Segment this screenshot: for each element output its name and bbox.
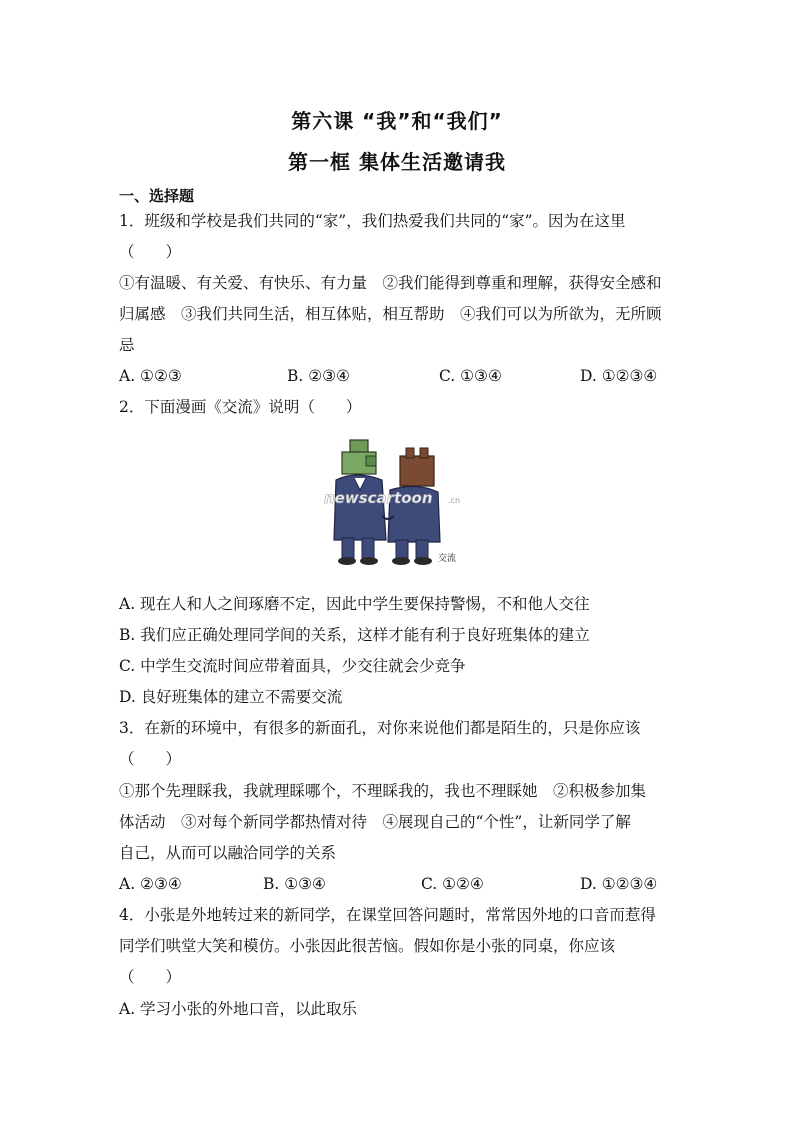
cartoon-watermark: newscartoon (324, 489, 433, 507)
exchange-cartoon-image (320, 430, 470, 570)
q1-option-b: B. ②③④ (287, 367, 350, 385)
q2-option-c: C. 中学生交流时间应带着面具，少交往就会少竞争 (119, 657, 466, 675)
cartoon-watermark-suffix: .cn (448, 496, 461, 505)
q4-stem-line2: 同学们哄堂大笑和模仿。小张因此很苦恼。假如你是小张的同桌，你应该 (119, 937, 616, 955)
q3-option-b: B. ①③④ (263, 875, 326, 893)
q4-option-a: A. 学习小张的外地口音，以此取乐 (119, 1000, 358, 1018)
q1-stem-line2: （ ） (119, 243, 182, 261)
q4-stem-line3: （ ） (119, 968, 182, 986)
q3-stem-line1: 3．在新的环境中，有很多的新面孔，对你来说他们都是陌生的，只是你应该 (119, 719, 641, 737)
q3-body-line2: 体活动 ③对每个新同学都热情对待 ④展现自己的“个性”，让新同学了解 (119, 813, 631, 831)
q4-stem-line1: 4．小张是外地转过来的新同学，在课堂回答问题时，常常因外地的口音而惹得 (119, 906, 656, 924)
section-heading: 一、选择题 (119, 187, 195, 205)
q1-body-line3: 忌 (119, 336, 135, 354)
q1-body-line2: 归属感 ③我们共同生活，相互体贴，相互帮助 ④我们可以为所欲为，无所顾 (119, 305, 662, 323)
q3-body-line1: ①那个先理睬我，我就理睬哪个，不理睬我的，我也不理睬她 ②积极参加集 (119, 782, 647, 800)
q3-body-line3: 自己，从而可以融洽同学的关系 (119, 844, 337, 862)
section-subtitle: 第一框 集体生活邀请我 (288, 150, 506, 174)
q1-body-line1: ①有温暖、有关爱、有快乐、有力量 ②我们能得到尊重和理解，获得安全感和 (119, 274, 662, 292)
q2-stem: 2．下面漫画《交流》说明（ ） (119, 398, 362, 416)
q2-option-d: D. 良好班集体的建立不需要交流 (119, 688, 343, 706)
q1-option-d: D. ①②③④ (580, 367, 658, 385)
q3-option-a: A. ②③④ (119, 875, 182, 893)
q1-option-c: C. ①③④ (439, 367, 502, 385)
q2-option-b: B. 我们应正确处理同学间的关系，这样才能有利于良好班集体的建立 (119, 626, 590, 644)
q3-option-d: D. ①②③④ (580, 875, 658, 893)
lesson-title: 第六课 “我”和“我们” (291, 109, 503, 133)
q2-option-a: A. 现在人和人之间琢磨不定，因此中学生要保持警惕，不和他人交往 (119, 595, 590, 613)
cartoon-caption: 交流 (438, 554, 457, 564)
q1-option-a: A. ①②③ (119, 367, 182, 385)
q1-stem-line1: 1．班级和学校是我们共同的“家”，我们热爱我们共同的“家”。因为在这里 (119, 212, 626, 230)
q3-stem-line2: （ ） (119, 750, 182, 768)
q3-option-c: C. ①②④ (421, 875, 484, 893)
